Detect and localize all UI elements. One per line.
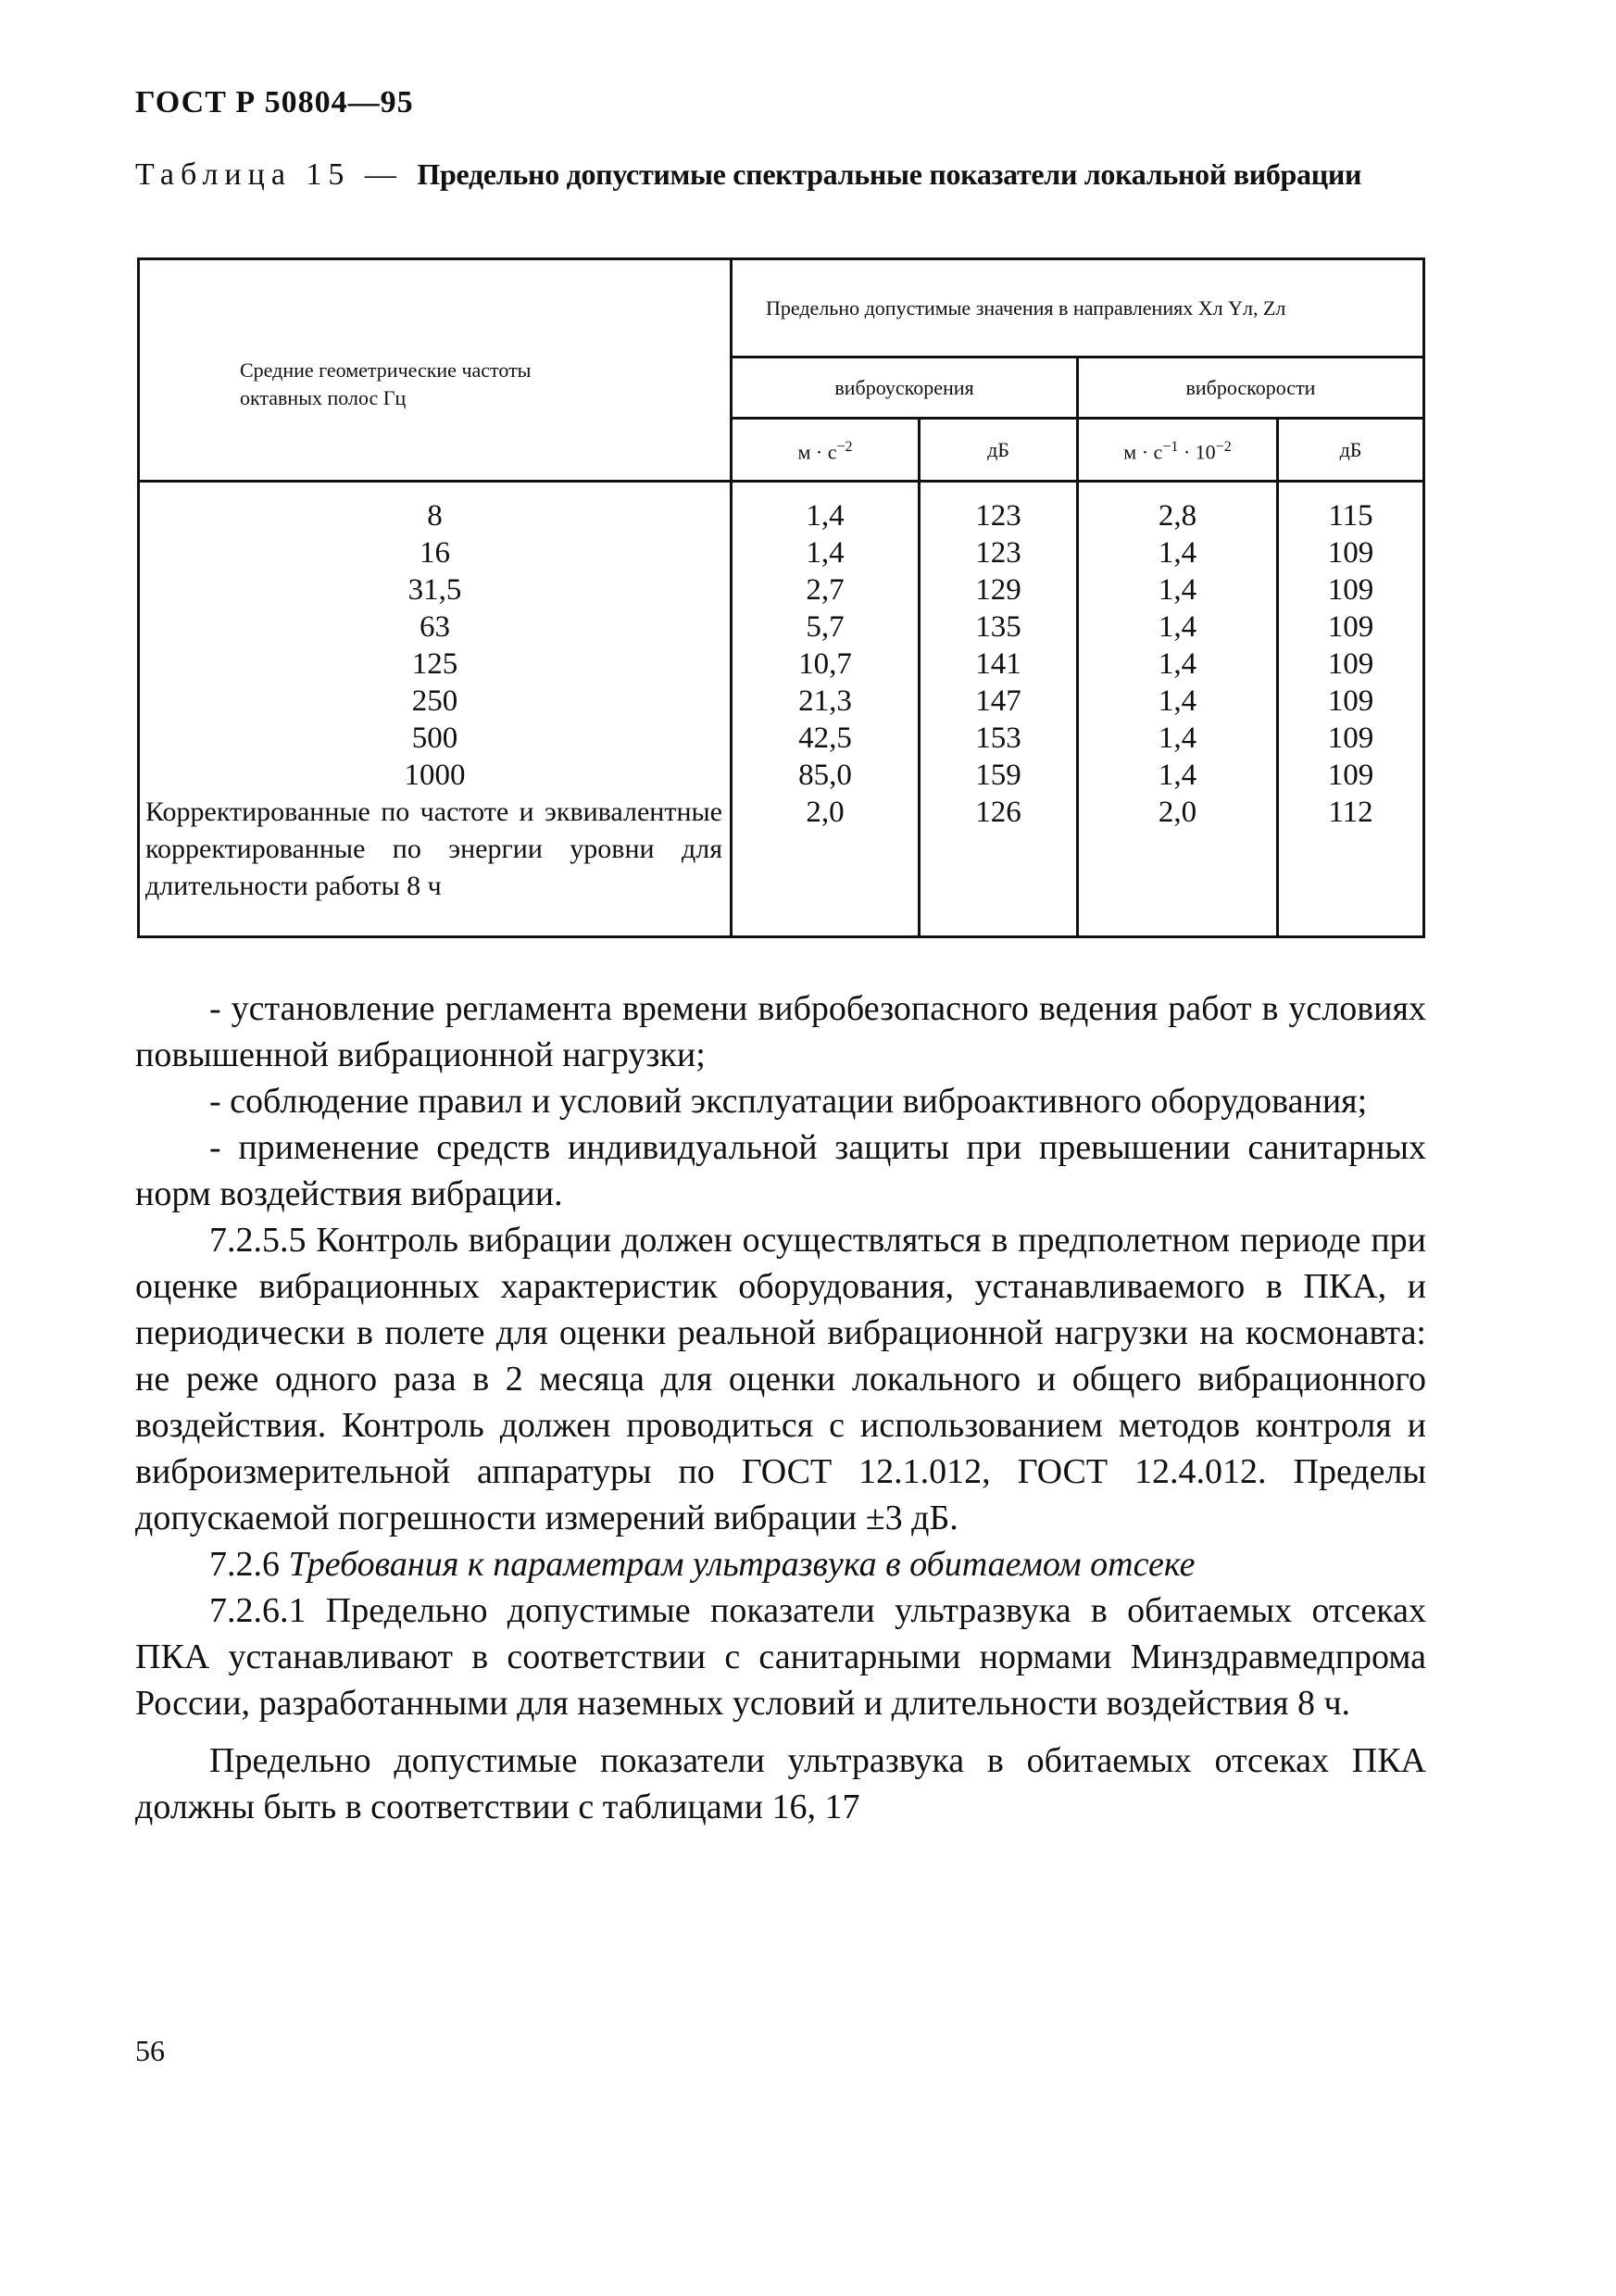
unit-velocity <box>1078 419 1278 482</box>
accel-db-value: 141 <box>975 647 1021 681</box>
table-caption <box>135 157 1432 193</box>
accel-ms2-column <box>732 482 920 937</box>
accel-ms2-value: 1,4 <box>806 536 845 570</box>
header-velocity: виброскорости <box>1078 358 1424 419</box>
accel-ms2-value: 5,7 <box>806 610 845 644</box>
list-item: - применение средств индивидуальной защиты при превышении санитарных норм воздействия вибрации. <box>135 1128 1426 1213</box>
vel-ms-value: 1,4 <box>1158 647 1197 681</box>
unit-db-acceleration: дБ <box>920 419 1078 482</box>
accel-db-value: 123 <box>975 536 1021 570</box>
unit-db-velocity: дБ <box>1278 419 1424 482</box>
accel-db-column <box>920 482 1078 937</box>
unit-acceleration <box>732 419 920 482</box>
frequency-value: 31,5 <box>407 573 462 607</box>
paragraph-7-2-5-5: 7.2.5.5 Контроль вибрации должен осуществляться в предполетном периоде при оценке вибрационных характеристик оборудования, устанавливаемого в ПКА, и периодически в полете для оценки реальной вибрационной нагрузки на космонавта: не реже одного раза в 2 месяца для оценки локального и общего вибрационного воздействия. Контроль должен проводиться с использованием методов контроля и виброизмерительной аппаратуры по ГОСТ 12.1.012, ГОСТ 12.4.012. Пределы допускаемой погрешности измерений вибрации ±3 дБ. <box>135 1221 1426 1537</box>
table-caption-label: Таблица 15 — <box>135 157 418 192</box>
vel-ms-value: 2,8 <box>1158 499 1197 533</box>
vel-ms-value: 1,4 <box>1158 759 1197 792</box>
accel-ms2-value: 85,0 <box>798 759 852 792</box>
unit-velocity-mult-exp: −2 <box>1215 438 1232 455</box>
unit-velocity-exp: −1 <box>1162 438 1179 455</box>
vel-db-value: 109 <box>1327 536 1374 570</box>
accel-db-value: 159 <box>975 759 1021 792</box>
header-acceleration: виброускорения <box>732 358 1078 419</box>
accel-db-value: 129 <box>975 573 1021 607</box>
header-frequency <box>139 259 732 482</box>
vel-db-value: 112 <box>1328 796 1373 829</box>
frequency-list <box>140 497 730 794</box>
paragraph-tables-ref: Предельно допустимые показатели ультразвука в обитаемых отсеках ПКА должны быть в соответствии с таблицами 16, 17 <box>135 1741 1426 1826</box>
vel-ms-value: 1,4 <box>1158 610 1197 644</box>
vel-ms-value: 1,4 <box>1158 573 1197 607</box>
vel-db-column <box>1278 482 1424 937</box>
frequency-value: 500 <box>411 721 458 755</box>
frequency-value: 63 <box>420 610 450 644</box>
frequency-value: 16 <box>420 536 450 570</box>
accel-db-value: 153 <box>975 721 1021 755</box>
accel-ms2-value: 42,5 <box>798 721 852 755</box>
body-text <box>135 985 1426 1830</box>
document-code: ГОСТ Р 50804—95 <box>135 85 414 119</box>
frequency-column <box>139 482 732 937</box>
list-item: - соблюдение правил и условий эксплуатации виброактивного оборудования; <box>209 1082 1368 1121</box>
section-heading-7-2-6 <box>135 1541 1426 1587</box>
vel-db-value: 109 <box>1327 573 1374 607</box>
vel-ms-column <box>1078 482 1278 937</box>
unit-velocity-mult: · 10 <box>1178 440 1216 464</box>
header-frequency-text: Средние геометрические частоты октавных полос Гц <box>240 358 532 409</box>
unit-velocity-base: м · с <box>1123 440 1163 464</box>
accel-ms2-value: 21,3 <box>798 684 852 718</box>
accel-ms2-value: 1,4 <box>806 499 845 533</box>
unit-acceleration-base: м · с <box>797 440 837 464</box>
frequency-value: 1000 <box>404 759 466 792</box>
accel-ms2-value: 2,0 <box>806 796 845 829</box>
corrected-levels-label: Корректированные по частоте и эквивалентные корректированные по энергии уровни для длительности работы 8 ч <box>145 797 722 901</box>
vibration-table <box>137 257 1425 938</box>
frequency-value: 125 <box>411 647 458 681</box>
section-heading-text: Требования к параметрам ультразвука в обитаемом отсеке <box>288 1545 1196 1584</box>
paragraph-7-2-6-1: 7.2.6.1 Предельно допустимые показатели ультразвука в обитаемых отсеках ПКА устанавливают в соответствии с санитарными нормами Минздравмедпрома России, разработанными для наземных условий и длительности воздействия 8 ч. <box>135 1591 1426 1723</box>
accel-ms2-value: 10,7 <box>798 647 852 681</box>
accel-db-value: 126 <box>975 796 1021 829</box>
section-heading-number: 7.2.6 <box>209 1545 289 1584</box>
vel-ms-value: 1,4 <box>1158 721 1197 755</box>
vel-db-value: 109 <box>1327 610 1374 644</box>
vel-db-value: 109 <box>1327 721 1374 755</box>
vel-ms-value: 2,0 <box>1158 796 1197 829</box>
vel-db-value: 109 <box>1327 647 1374 681</box>
vel-db-value: 109 <box>1327 684 1374 718</box>
accel-db-value: 147 <box>975 684 1021 718</box>
vel-ms-value: 1,4 <box>1158 684 1197 718</box>
vel-ms-value: 1,4 <box>1158 536 1197 570</box>
vel-db-value: 109 <box>1327 759 1374 792</box>
accel-db-value: 123 <box>975 499 1021 533</box>
frequency-value: 8 <box>427 499 443 533</box>
page-number: 56 <box>135 2034 165 2067</box>
frequency-value: 250 <box>411 684 458 718</box>
table-caption-title: Предельно допустимые спектральные показатели локальной вибрации <box>417 157 1362 191</box>
accel-ms2-value: 2,7 <box>806 573 845 607</box>
list-item: - установление регламента времени вибробезопасного ведения работ в условиях повышенной вибрационной нагрузки; <box>135 989 1426 1074</box>
header-directions <box>732 259 1424 358</box>
header-directions-text: Предельно допустимые значения в направлениях Xл Yл, Zл <box>766 295 1286 320</box>
accel-db-value: 135 <box>975 610 1021 644</box>
vel-db-value: 115 <box>1328 499 1373 533</box>
unit-acceleration-exp: −2 <box>836 438 853 455</box>
